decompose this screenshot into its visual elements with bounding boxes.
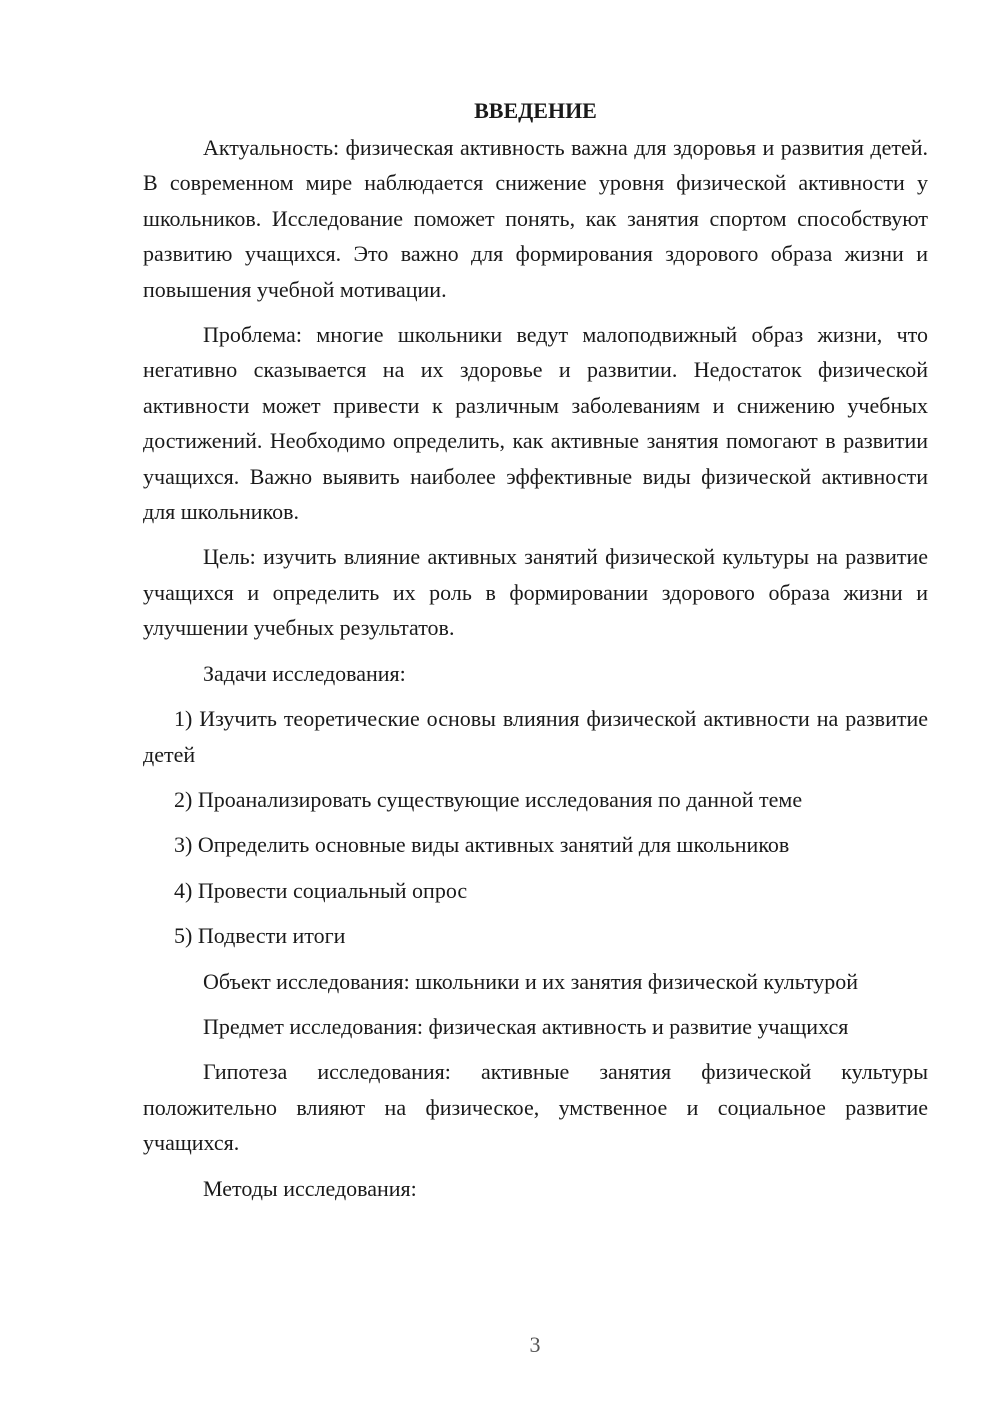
task-item-4: 4) Провести социальный опрос — [174, 877, 468, 903]
paragraph-relevance: Актуальность: физическая активность важна для здоровья и развития детей. В современном мире наблюдается снижение уровня физической активности у школьников. Исследование поможет понять, как занятия спортом способствуют развитию учащихся. Это важно для формирования здорового образа жизни и повышения учебной мотивации. — [143, 135, 928, 302]
task-item-1: 1) Изучить теоретические основы влияния физической активности на развитие детей — [143, 706, 928, 767]
document-title: ВВЕДЕНИЕ — [474, 98, 597, 123]
paragraph-subject: Предмет исследования: физическая активность и развитие учащихся — [203, 1013, 849, 1039]
task-item-2: 2) Проанализировать существующие исследования по данной теме — [174, 786, 803, 812]
paragraph-hypothesis: Гипотеза исследования: активные занятия физической культуры положительно влияют на физическое, умственное и социальное развитие учащихся. — [143, 1059, 928, 1156]
paragraph-methods: Методы исследования: — [203, 1175, 417, 1201]
task-item-3: 3) Определить основные виды активных занятий для школьников — [174, 832, 790, 858]
paragraph-object: Объект исследования: школьники и их занятия физической культурой — [203, 968, 859, 994]
paragraph-problem: Проблема: многие школьники ведут малоподвижный образ жизни, что негативно сказывается на их здоровье и развитии. Недостаток физической активности может привести к различным заболеваниям и снижению учебных достижений. Необходимо определить, как активные занятия помогают в развитии учащихся. Важно выявить наиболее эффективные виды физической активности для школьников. — [143, 322, 928, 525]
task-item-5: 5) Подвести итоги — [174, 923, 346, 949]
page-number: 3 — [529, 1332, 541, 1357]
document-page — [143, 93, 928, 1216]
paragraph-goal: Цель: изучить влияние активных занятий физической культуры на развитие учащихся и определить их роль в формировании здорового образа жизни и улучшении учебных результатов. — [143, 544, 928, 641]
paragraph-tasks-heading: Задачи исследования: — [203, 660, 406, 686]
